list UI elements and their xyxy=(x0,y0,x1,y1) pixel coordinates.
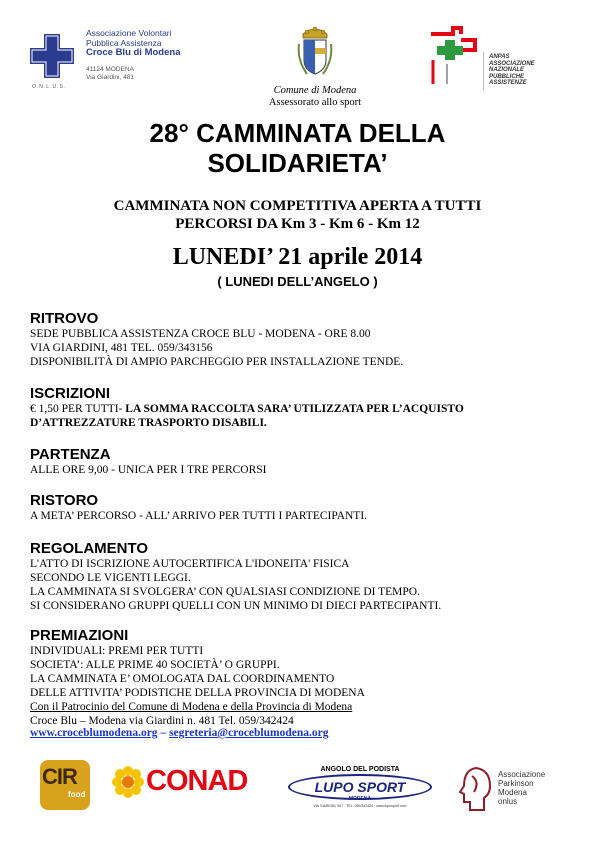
event-date-note: ( LUNEDI DELL’ANGELO ) xyxy=(217,274,378,289)
section-ritrovo: RITROVO SEDE PUBBLICA ASSISTENZA CROCE BLU - MODENA - ORE 8.00 VIA GIARDINI, 481 TEL. 059/343156 DISPONIBILITÀ DI AMPIO PARCHEGGIO PER INSTALLAZIONE TENDE. xyxy=(30,310,570,369)
croce-blu-name: Associazione Volontari Pubblica Assistenza Croce Blu di Modena xyxy=(86,28,181,58)
section-heading: REGOLAMENTO xyxy=(30,540,149,557)
croce-blu-logo xyxy=(20,22,195,92)
patrocinio-text: Con il Patrocinio del Comune di Modena e della Provincia di Modena xyxy=(30,701,353,713)
section-regolamento: REGOLAMENTO L'ATTO DI ISCRIZIONE AUTOCERTIFICA L'IDONEITA' FISICA SECONDO LE VIGENTI LEGGI. LA CAMMINATA SI SVOLGERA’ CON QUALSIASI CONDIZIONE DI TEMPO. SI CONSIDERANO GRUPPI QUELLI CON UN MINIMO DI DIECI PARTECIPANTI. xyxy=(30,540,570,613)
onlus-label: O.N.L.U.S. xyxy=(32,84,67,90)
section-partenza: PARTENZA ALLE ORE 9,00 - UNICA PER I TRE PERCORSI xyxy=(30,446,570,477)
section-heading: ISCRIZIONI xyxy=(30,385,111,402)
parkinson-logo: Associazione Parkinson Modena onlus xyxy=(458,764,568,814)
contact-links: www.croceblumodena.org – segreteria@croceblumodena.org xyxy=(30,727,329,739)
contact-text: Croce Blu – Modena via Giardini n. 481 Tel. 059/342424 xyxy=(30,715,294,727)
section-heading: RISTORO xyxy=(30,492,99,509)
event-date: LUNEDI’ 21 aprile 2014 xyxy=(172,244,423,270)
lupo-sport-logo: ANGOLO DEL PODISTA LUPO SPORT MODENA VIA GIARDINI, 507 · TEL. 059/342424 · www.luposport.com xyxy=(285,766,435,814)
section-ristoro: RISTORO A META’ PERCORSO - ALL’ ARRIVO PER TUTTI I PARTECIPANTI. xyxy=(30,492,570,523)
section-premiazioni: PREMIAZIONI INDIVIDUALI: PREMI PER TUTTI SOCIETA’: ALLE PRIME 40 SOCIETÀ’ O GRUPPI. LA CAMMINATA E’ OMOLOGATA DAL COORDINAMENTO DELLE ATTIVITA’ PODISTICHE DELLA PROVINCIA DI MODENA Con il Patrocinio del Comune di Modena e della Provincia di Modena Croce Blu – Modena via Giardini n. 481 Tel. 059/342424 xyxy=(30,627,570,728)
anpas-divider xyxy=(483,52,484,90)
anpas-cross-icon xyxy=(427,26,482,88)
comune-modena-logo xyxy=(250,24,380,109)
modena-crest-icon xyxy=(295,24,335,80)
page-title: 28° CAMMINATA DELLA SOLIDARIETA’ xyxy=(149,118,446,178)
comune-name: Comune di Modena xyxy=(273,85,357,96)
website-link[interactable]: www.croceblumodena.org xyxy=(30,727,158,739)
comune-dept: Assessorato allo sport xyxy=(268,97,362,108)
section-iscrizioni: ISCRIZIONI € 1,50 PER TUTTI- LA SOMMA RACCOLTA SARA’ UTILIZZATA PER L’ACQUISTO D’ATTREZZATURE TRASPORTO DISABILI. xyxy=(30,385,570,430)
anpas-name: ANPAS ASSOCIAZIONE NAZIONALE PUBBLICHE ASSISTENZE xyxy=(489,54,535,86)
event-subtitle: CAMMINATA NON COMPETITIVA APERTA A TUTTI PERCORSI DA Km 3 - Km 6 - Km 12 xyxy=(113,198,482,232)
cir-food-logo: CIR food xyxy=(40,760,90,810)
croce-blu-address: 41124 MODENA Via Giardini, 481 xyxy=(86,66,134,81)
section-heading: PARTENZA xyxy=(30,446,111,463)
profile-head-icon xyxy=(458,764,494,814)
daisy-icon xyxy=(112,766,144,798)
anpas-logo xyxy=(427,24,547,94)
conad-logo: CONAD xyxy=(112,762,272,802)
blue-cross-icon xyxy=(26,30,78,82)
section-heading: PREMIAZIONI xyxy=(30,627,129,644)
email-link[interactable]: segreteria@croceblumodena.org xyxy=(169,727,329,739)
section-heading: RITROVO xyxy=(30,310,99,327)
